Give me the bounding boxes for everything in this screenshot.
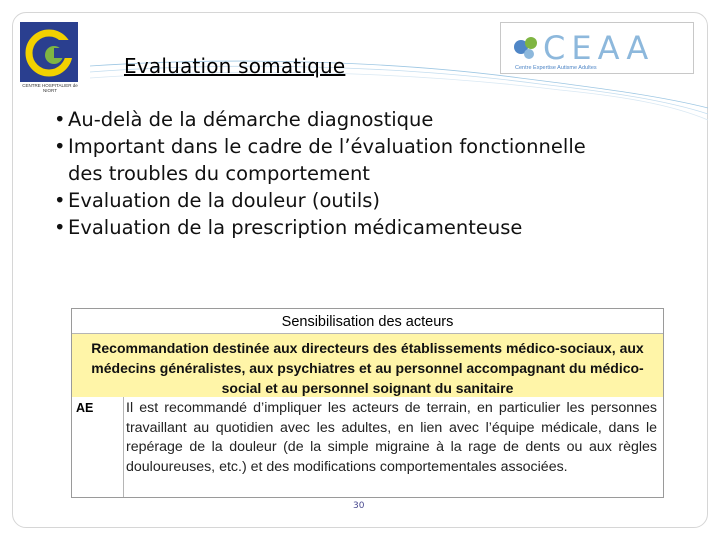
- bullet-item: • Important dans le cadre de l’évaluation fonctionnelle des troubles du comportement: [54, 135, 586, 185]
- ch-niort-caption: CENTRE HOSPITALIER de NIORT: [22, 83, 78, 93]
- bullet-dot-icon: •: [54, 108, 66, 131]
- recommendation-text: Il est recommandé d’impliquer les acteurs de terrain, en particulier les personnes travaillant au quotidien avec les adultes, en lien avec l’équipe médicale, dans le repérage de la douleur (de la simple migraine à la rage de dents ou aux règles douloureuses, etc.) et des modifications comportementales associées.: [126, 400, 657, 475]
- bullet-item: • Au-delà de la démarche diagnostique: [54, 108, 434, 131]
- bullet-dot-icon: •: [54, 135, 66, 158]
- bullet-list: [48, 106, 588, 241]
- box-header: Sensibilisation des acteurs: [72, 309, 663, 334]
- bullet-item: • Evaluation de la prescription médicamenteuse: [54, 216, 523, 239]
- recommendation-box: [71, 308, 664, 498]
- box-row: [72, 397, 663, 497]
- bullet-item: • Evaluation de la douleur (outils): [54, 189, 381, 212]
- page-number: 30: [353, 501, 365, 511]
- slide-title: Evaluation somatique: [124, 54, 346, 78]
- ceaa-tagline: Centre Expertise Autisme Adultes: [515, 65, 597, 71]
- box-recommendation: Recommandation destinée aux directeurs des établissements médico-sociaux, aux médecins généralistes, aux psychiatres et au personnel accompagnant du médico-social et au personnel soignant du sanitaire: [72, 334, 663, 397]
- ceaa-logo: [500, 22, 694, 74]
- bullet-dot-icon: •: [54, 216, 66, 239]
- ceaa-brand-text: CEAA: [543, 29, 655, 67]
- bullet-dot-icon: •: [54, 189, 66, 212]
- grade-label: AE: [72, 397, 124, 497]
